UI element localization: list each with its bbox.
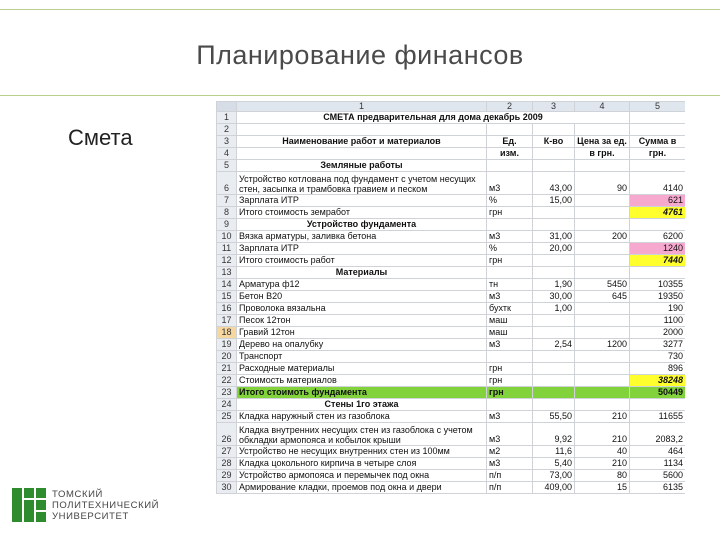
cell-qty[interactable]: 43,00 <box>533 172 575 195</box>
cell-price[interactable]: 645 <box>575 291 630 303</box>
cell-name[interactable]: Материалы <box>237 267 487 279</box>
cell-name[interactable]: Дерево на опалубку <box>237 339 487 351</box>
cell-name[interactable]: Стоимость материалов <box>237 375 487 387</box>
cell-qty[interactable] <box>533 327 575 339</box>
column-header[interactable]: 3 <box>533 102 575 112</box>
cell-name[interactable]: Бетон В20 <box>237 291 487 303</box>
row-number[interactable]: 13 <box>217 267 237 279</box>
cell-qty[interactable] <box>533 399 575 411</box>
table-row <box>217 387 686 399</box>
cell-qty[interactable]: 11,6 <box>533 446 575 458</box>
cell-sum[interactable]: 1240 <box>630 243 686 255</box>
row-number[interactable]: 22 <box>217 375 237 387</box>
table-row <box>217 172 686 195</box>
table-row <box>217 148 686 160</box>
cell-price[interactable]: 1200 <box>575 339 630 351</box>
logo-mark-icon <box>12 488 46 522</box>
cell-sum[interactable] <box>630 267 686 279</box>
table-row <box>217 458 686 470</box>
header-unit-2[interactable]: изм. <box>487 148 533 160</box>
cell-name[interactable]: Устройство фундамента <box>237 219 487 231</box>
cell-sum[interactable]: 19350 <box>630 291 686 303</box>
cell-price[interactable]: 15 <box>575 482 630 494</box>
cell-name[interactable]: Вязка арматуры, заливка бетона <box>237 231 487 243</box>
cell-qty[interactable] <box>533 255 575 267</box>
cell[interactable] <box>237 148 487 160</box>
cell-name[interactable]: Итого стоимость земработ <box>237 207 487 219</box>
cell-name[interactable]: Итого стоимоть фундамента <box>237 387 487 399</box>
cell-unit[interactable]: грн <box>487 363 533 375</box>
column-header[interactable]: 2 <box>487 102 533 112</box>
cell-sum[interactable]: 11655 <box>630 411 686 423</box>
column-header[interactable]: 5 <box>630 102 686 112</box>
university-logo <box>12 488 172 522</box>
cell-price[interactable] <box>575 243 630 255</box>
row-number[interactable]: 27 <box>217 446 237 458</box>
row-number[interactable]: 25 <box>217 411 237 423</box>
cell-unit[interactable]: грн <box>487 375 533 387</box>
cell-unit[interactable] <box>487 219 533 231</box>
cell-qty[interactable]: 20,00 <box>533 243 575 255</box>
table-row <box>217 327 686 339</box>
cell-qty[interactable]: 5,40 <box>533 458 575 470</box>
table-row <box>217 375 686 387</box>
table-row <box>217 315 686 327</box>
cell-unit[interactable]: грн <box>487 255 533 267</box>
cell-sum[interactable]: 4140 <box>630 172 686 195</box>
cell-unit[interactable]: м3 <box>487 291 533 303</box>
cell-qty[interactable] <box>533 219 575 231</box>
cell-sum[interactable] <box>630 160 686 172</box>
cell-sum[interactable] <box>630 399 686 411</box>
cell[interactable] <box>237 124 487 136</box>
cell-unit[interactable] <box>487 160 533 172</box>
cell-qty[interactable] <box>533 363 575 375</box>
table-row <box>217 339 686 351</box>
cell-price[interactable] <box>575 219 630 231</box>
table-row <box>217 446 686 458</box>
cell-name[interactable]: Кладка цокольного кирпича в четыре слоя <box>237 458 487 470</box>
cell-price[interactable] <box>575 303 630 315</box>
cell-price[interactable] <box>575 399 630 411</box>
cell-sum[interactable]: 190 <box>630 303 686 315</box>
table-row <box>217 399 686 411</box>
cell-sum[interactable]: 5600 <box>630 470 686 482</box>
row-number[interactable]: 16 <box>217 303 237 315</box>
cell-name[interactable]: Гравий 12тон <box>237 327 487 339</box>
cell-sum[interactable]: 3277 <box>630 339 686 351</box>
table-row <box>217 112 686 124</box>
header-price-2[interactable]: в грн. <box>575 148 630 160</box>
header-sum-2[interactable]: грн. <box>630 148 686 160</box>
cell-unit[interactable]: м3 <box>487 458 533 470</box>
cell-price[interactable] <box>575 255 630 267</box>
cell-sum[interactable]: 1100 <box>630 315 686 327</box>
cell-unit[interactable]: м3 <box>487 231 533 243</box>
cell[interactable] <box>487 124 533 136</box>
cell-name[interactable]: Итого стоимость работ <box>237 255 487 267</box>
cell-price[interactable] <box>575 160 630 172</box>
cell-sum[interactable]: 6200 <box>630 231 686 243</box>
cell-name[interactable]: Зарплата ИТР <box>237 243 487 255</box>
cell-price[interactable]: 210 <box>575 411 630 423</box>
title-rule <box>0 95 720 96</box>
select-all-corner[interactable] <box>217 102 237 112</box>
cell-price[interactable]: 210 <box>575 423 630 446</box>
cell-unit[interactable]: % <box>487 243 533 255</box>
cell-price[interactable] <box>575 195 630 207</box>
cell-name[interactable]: Устройство армопояса и перемычек под окна <box>237 470 487 482</box>
cell-name[interactable]: Арматура ф12 <box>237 279 487 291</box>
cell-unit[interactable] <box>487 267 533 279</box>
table-row <box>217 231 686 243</box>
cell-name[interactable]: Расходные материалы <box>237 363 487 375</box>
cell-unit[interactable]: тн <box>487 279 533 291</box>
cell-qty[interactable] <box>533 267 575 279</box>
cell-sum[interactable]: 896 <box>630 363 686 375</box>
cell-qty[interactable]: 1,00 <box>533 303 575 315</box>
cell-unit[interactable]: % <box>487 195 533 207</box>
cell-unit[interactable] <box>487 351 533 363</box>
cell[interactable] <box>630 124 686 136</box>
row-number[interactable]: 5 <box>217 160 237 172</box>
cell-unit[interactable]: м2 <box>487 446 533 458</box>
cell-qty[interactable] <box>533 207 575 219</box>
row-number[interactable]: 23 <box>217 387 237 399</box>
table-row <box>217 243 686 255</box>
cell-qty[interactable]: 55,50 <box>533 411 575 423</box>
cell-sum[interactable]: 50449 <box>630 387 686 399</box>
table-row <box>217 423 686 446</box>
cell-qty[interactable] <box>533 351 575 363</box>
cell-qty[interactable]: 73,00 <box>533 470 575 482</box>
table-row <box>217 279 686 291</box>
header-sum[interactable]: Сумма в <box>630 136 686 148</box>
cell-qty[interactable] <box>533 160 575 172</box>
table-row <box>217 195 686 207</box>
cell[interactable] <box>630 112 686 124</box>
table-row <box>217 255 686 267</box>
slide-subtitle: Смета <box>68 125 133 150</box>
cell-sum[interactable]: 6135 <box>630 482 686 494</box>
cell-unit[interactable]: м3 <box>487 172 533 195</box>
column-header[interactable]: 4 <box>575 102 630 112</box>
row-number[interactable]: 17 <box>217 315 237 327</box>
cell-price[interactable]: 40 <box>575 446 630 458</box>
table-row <box>217 363 686 375</box>
cell-unit[interactable]: м3 <box>487 339 533 351</box>
row-number[interactable]: 8 <box>217 207 237 219</box>
sheet-title[interactable]: СМЕТА предварительная для дома декабрь 2009 <box>237 112 630 124</box>
header-qty[interactable]: К-во <box>533 136 575 148</box>
cell-sum[interactable]: 10355 <box>630 279 686 291</box>
cell-name[interactable]: Устройство котлована под фундамент с учетом несущих стен, засыпка и трамбовка гравием и песком <box>237 172 487 195</box>
table-row <box>217 303 686 315</box>
cell-name[interactable]: Кладка внутренних несущих стен из газоблока с учетом обкладки армопояса и кобылок крыши <box>237 423 487 446</box>
column-header[interactable]: 1 <box>237 102 487 112</box>
cell-qty[interactable]: 1,90 <box>533 279 575 291</box>
row-number[interactable]: 15 <box>217 291 237 303</box>
table-row <box>217 291 686 303</box>
table-row <box>217 160 686 172</box>
cell-name[interactable]: Песок 12тон <box>237 315 487 327</box>
cell-unit[interactable]: п/п <box>487 482 533 494</box>
logo-text: ТОМСКИЙ ПОЛИТЕХНИЧЕСКИЙ УНИВЕРСИТЕТ <box>52 489 160 522</box>
table-row <box>217 267 686 279</box>
cell-price[interactable] <box>575 315 630 327</box>
cell-sum[interactable]: 730 <box>630 351 686 363</box>
cell-price[interactable]: 210 <box>575 458 630 470</box>
row-number[interactable]: 10 <box>217 231 237 243</box>
cell-sum[interactable]: 464 <box>630 446 686 458</box>
header-unit[interactable]: Ед. <box>487 136 533 148</box>
cell-name[interactable]: Армирование кладки, проемов под окна и двери <box>237 482 487 494</box>
cell-qty[interactable]: 30,00 <box>533 291 575 303</box>
cell-name[interactable]: Устройство не несущих внутренних стен из 100мм <box>237 446 487 458</box>
cell-sum[interactable] <box>630 219 686 231</box>
cell-name[interactable]: Земляные работы <box>237 160 487 172</box>
cell-qty[interactable] <box>533 315 575 327</box>
row-number[interactable]: 20 <box>217 351 237 363</box>
cell-price[interactable] <box>575 207 630 219</box>
cell-name[interactable]: Кладка наружный стен из газоблока <box>237 411 487 423</box>
cell-price[interactable] <box>575 387 630 399</box>
row-number[interactable]: 4 <box>217 148 237 160</box>
cell-qty[interactable] <box>533 375 575 387</box>
cell-name[interactable]: Зарплата ИТР <box>237 195 487 207</box>
cell-price[interactable] <box>575 267 630 279</box>
row-number[interactable]: 11 <box>217 243 237 255</box>
table-row <box>217 207 686 219</box>
cell-price[interactable]: 5450 <box>575 279 630 291</box>
cell-price[interactable]: 200 <box>575 231 630 243</box>
table-row <box>217 219 686 231</box>
estimate-spreadsheet <box>216 101 685 521</box>
row-number[interactable]: 29 <box>217 470 237 482</box>
cell-unit[interactable]: м3 <box>487 423 533 446</box>
cell[interactable] <box>575 124 630 136</box>
cell-unit[interactable]: м3 <box>487 411 533 423</box>
table-row <box>217 136 686 148</box>
cell-sum[interactable]: 38248 <box>630 375 686 387</box>
cell-name[interactable]: Транспорт <box>237 351 487 363</box>
cell[interactable] <box>533 148 575 160</box>
cell-price[interactable]: 90 <box>575 172 630 195</box>
cell-qty[interactable] <box>533 387 575 399</box>
row-number[interactable]: 19 <box>217 339 237 351</box>
cell-qty[interactable]: 2,54 <box>533 339 575 351</box>
cell-unit[interactable]: маш <box>487 327 533 339</box>
cell-qty[interactable]: 31,00 <box>533 231 575 243</box>
cell-sum[interactable]: 621 <box>630 195 686 207</box>
table-row <box>217 470 686 482</box>
cell-price[interactable] <box>575 351 630 363</box>
row-number[interactable]: 21 <box>217 363 237 375</box>
cell-qty[interactable]: 409,00 <box>533 482 575 494</box>
row-number[interactable]: 30 <box>217 482 237 494</box>
header-price[interactable]: Цена за ед. <box>575 136 630 148</box>
row-number[interactable]: 12 <box>217 255 237 267</box>
cell-price[interactable] <box>575 375 630 387</box>
cell-name[interactable]: Проволока вязальна <box>237 303 487 315</box>
row-number[interactable]: 3 <box>217 136 237 148</box>
slide-title: Планирование финансов <box>196 40 524 70</box>
cell-price[interactable] <box>575 363 630 375</box>
cell-unit[interactable]: грн <box>487 207 533 219</box>
row-number[interactable]: 7 <box>217 195 237 207</box>
cell-sum[interactable]: 2000 <box>630 327 686 339</box>
cell-price[interactable] <box>575 327 630 339</box>
cell-qty[interactable]: 15,00 <box>533 195 575 207</box>
row-number[interactable]: 24 <box>217 399 237 411</box>
row-number[interactable]: 2 <box>217 124 237 136</box>
cell-unit[interactable]: грн <box>487 387 533 399</box>
table-row <box>217 124 686 136</box>
cell[interactable] <box>533 124 575 136</box>
cell-unit[interactable]: бухтк <box>487 303 533 315</box>
cell-sum[interactable]: 4761 <box>630 207 686 219</box>
row-number[interactable]: 14 <box>217 279 237 291</box>
cell-price[interactable]: 80 <box>575 470 630 482</box>
table-row <box>217 482 686 494</box>
row-number[interactable]: 1 <box>217 112 237 124</box>
cell-unit[interactable]: маш <box>487 315 533 327</box>
cell-sum[interactable]: 7440 <box>630 255 686 267</box>
cell-qty[interactable]: 9,92 <box>533 423 575 446</box>
cell-sum[interactable]: 1134 <box>630 458 686 470</box>
top-rule <box>0 9 720 10</box>
row-number[interactable]: 18 <box>217 327 237 339</box>
cell-unit[interactable] <box>487 399 533 411</box>
row-number[interactable]: 9 <box>217 219 237 231</box>
cell-unit[interactable]: п/п <box>487 470 533 482</box>
column-header-row <box>217 102 686 112</box>
table-row <box>217 411 686 423</box>
table-row <box>217 351 686 363</box>
row-number[interactable]: 28 <box>217 458 237 470</box>
header-name[interactable]: Наименование работ и материалов <box>237 136 487 148</box>
cell-sum[interactable]: 2083,2 <box>630 423 686 446</box>
cell-name[interactable]: Стены 1го этажа <box>237 399 487 411</box>
row-number[interactable]: 26 <box>217 423 237 446</box>
row-number[interactable]: 6 <box>217 172 237 195</box>
